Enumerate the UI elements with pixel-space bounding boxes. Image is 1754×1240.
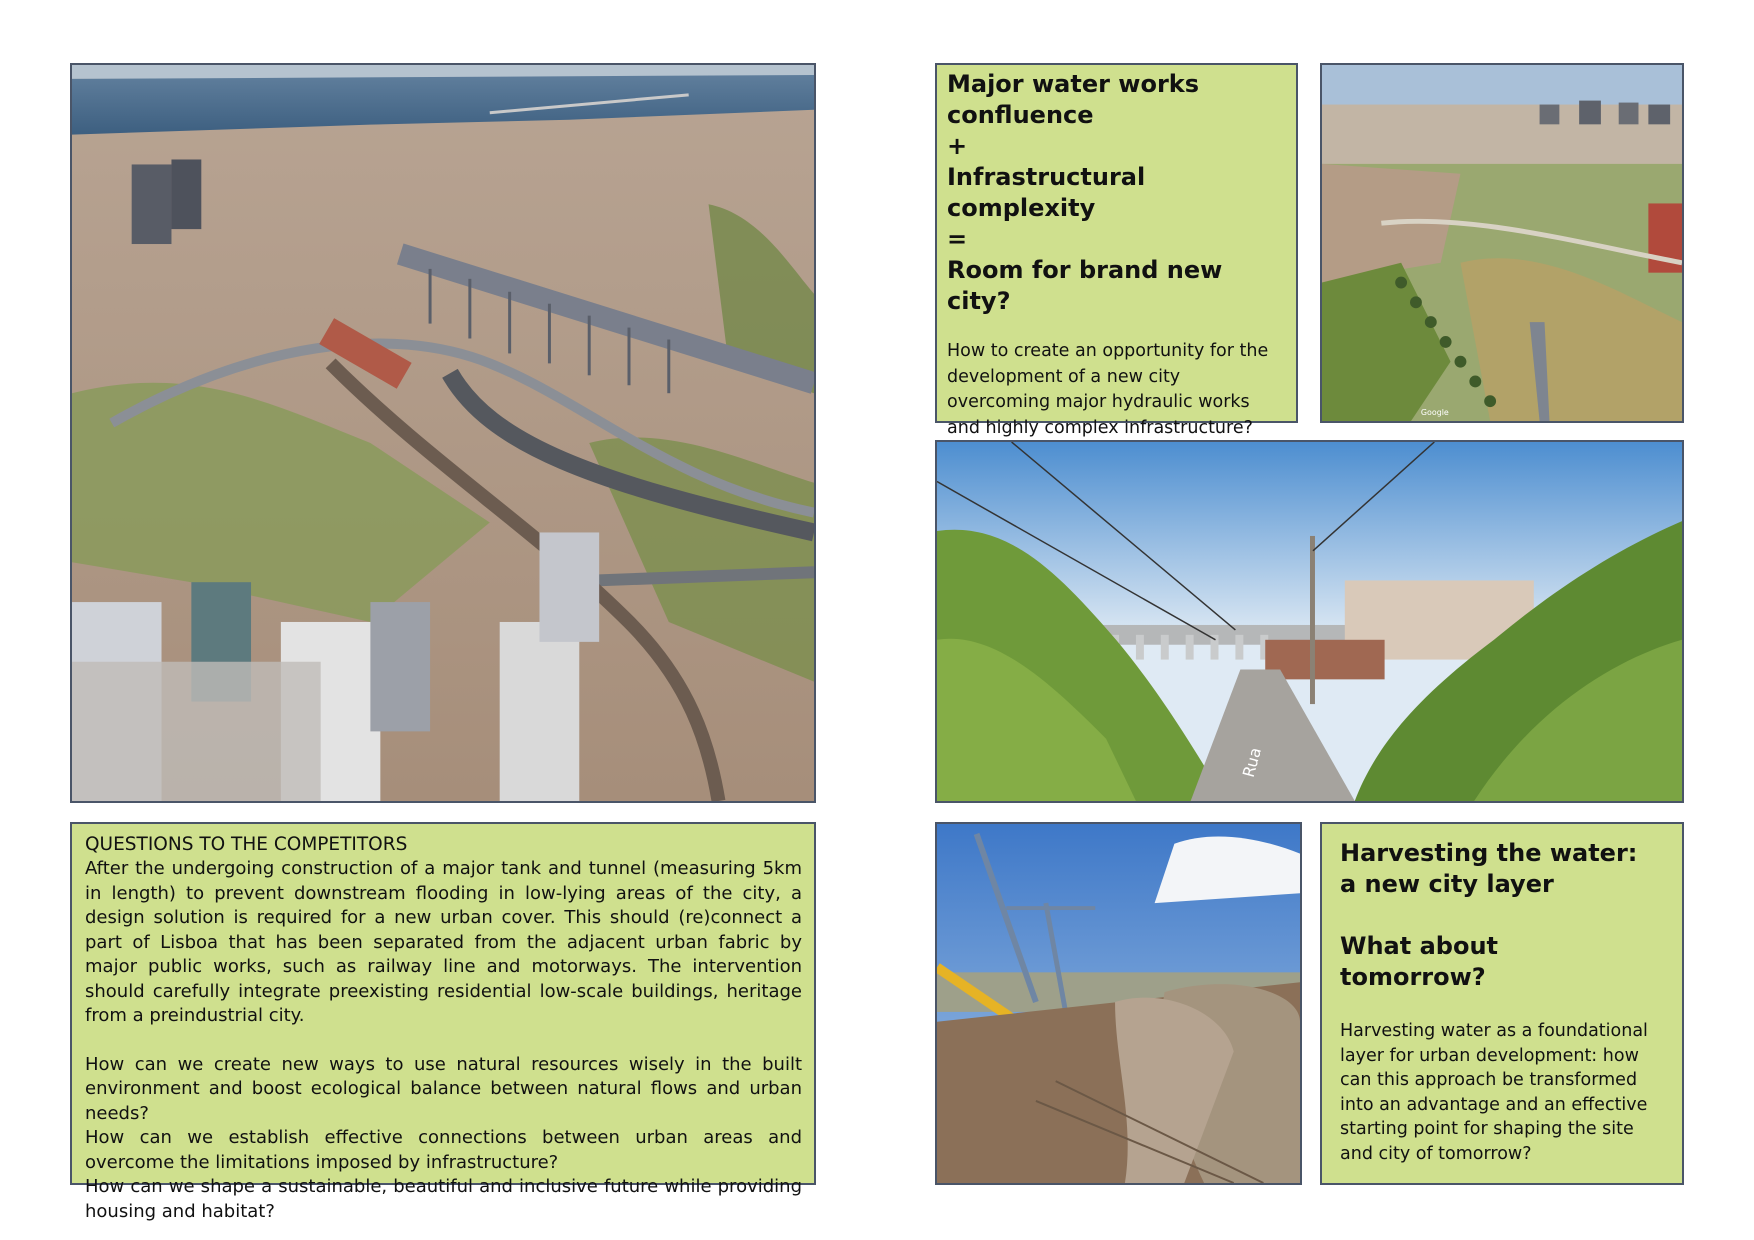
harvesting-subtitle-2: tomorrow? (1340, 963, 1486, 991)
confluence-plus: + (947, 132, 968, 160)
confluence-title-1: Major water works (947, 70, 1200, 98)
street-view-photo (935, 440, 1684, 803)
questions-box (70, 822, 816, 1222)
google-watermark: Google (1420, 408, 1449, 418)
harvesting-box (1320, 822, 1684, 1185)
questions-heading: QUESTIONS TO THE COMPETITORS (85, 834, 408, 855)
confluence-title-3: Infrastructural complexity (947, 163, 1146, 222)
harvesting-body: Harvesting water as a foundational layer for urban development: how can this approach be transformed into an advantage and an effective starting point for shaping the site and city of tomorrow? (1340, 1021, 1648, 1164)
confluence-body: How to create an opportunity for the development of a new city overcoming major hydraulic works and highly complex infrastructure? (947, 341, 1269, 438)
question-1: How can we create new ways to use natural resources wisely in the built environment and boost ecological balance between natural flows and urban needs? (85, 1053, 802, 1124)
site-aerial-photo (1320, 63, 1684, 423)
aerial-photo (70, 63, 816, 803)
confluence-box (935, 63, 1298, 438)
construction-photo (935, 822, 1302, 1185)
confluence-equals: = (947, 225, 968, 253)
harvesting-subtitle-1: What about (1340, 932, 1499, 960)
confluence-title-2: confluence (947, 101, 1094, 129)
harvesting-title-2: a new city layer (1340, 870, 1554, 898)
question-3: How can we shape a sustainable, beautiful and inclusive future while providing housing and habitat? (85, 1176, 802, 1222)
street-sign-text: Rua (1238, 745, 1265, 780)
confluence-title-4: Room for brand new city? (947, 256, 1223, 315)
harvesting-title-1: Harvesting the water: (1340, 839, 1638, 867)
question-2: How can we establish effective connections between urban areas and overcome the limitations imposed by infrastructure? (85, 1127, 802, 1173)
questions-intro: After the undergoing construction of a major tank and tunnel (measuring 5km in length) to prevent downstream flooding in low-lying areas of the city, a design solution is required for a new urban cover. This should (re)connect a part of Lisboa that has been separated from the adjacent urban fabric by major public works, such as railway line and motorways. The intervention should carefully integrate preexisting residential low-scale buildings, heritage from a preindustrial city. (85, 858, 802, 1026)
